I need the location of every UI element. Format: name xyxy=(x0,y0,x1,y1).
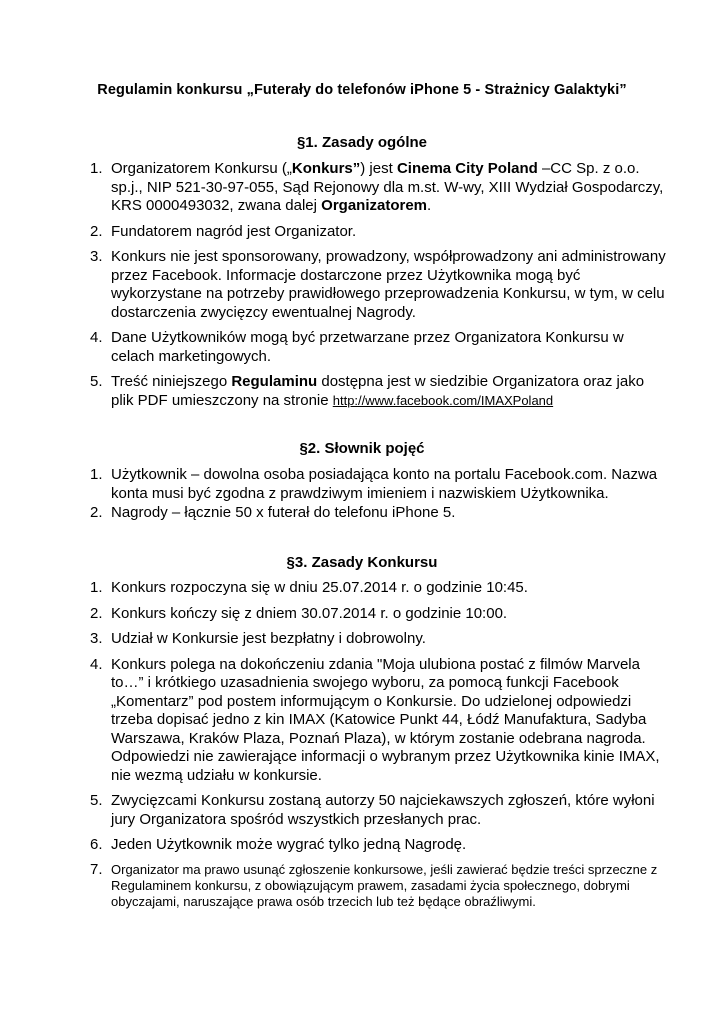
list-item: 2. Konkurs kończy się z dniem 30.07.2014 r. o godzinie 10:00. xyxy=(90,604,508,622)
section-3-heading: §3. Zasady Konkursu xyxy=(286,554,438,571)
list-item: 4. Dane Użytkowników mogą być przetwarzane przez Organizatora Konkursu w celach marketingowych. xyxy=(90,329,624,365)
list-item: 1. Organizatorem Konkursu („Konkurs”) jest Cinema City Poland –CC Sp. z o.o. sp.j., NIP 521-30-97-055, Sąd Rejonowy dla m.st. W-wy, XIII Wydział Gospodarczy, KRS 0000493032, zwana dalej Organizatorem. xyxy=(90,160,664,214)
list-item: 7. Organizator ma prawo usunąć zgłoszenie konkursowe, jeśli zawierać będzie treści sprzeczne z Regulaminem konkursu, z obowiązującym prawem, zasadami życia społecznego, dobrymi obyczajami, naruszające prawa osób trzecich lub też będące obraźliwymi. xyxy=(90,860,658,910)
section-1-list xyxy=(88,160,668,410)
list-item: 2. Nagrody – łącznie 50 x futerał do telefonu iPhone 5. xyxy=(90,504,456,521)
list-item: 5. Treść niniejszego Regulaminu dostępna jest w siedzibie Organizatora oraz jako plik PDF umieszczony na stronie http://www.facebook.com/IMAXPoland xyxy=(90,373,645,409)
section-3-list xyxy=(88,579,668,910)
list-item: 1. Konkurs rozpoczyna się w dniu 25.07.2014 r. o godzinie 10:45. xyxy=(90,579,528,596)
list-item: 2. Fundatorem nagród jest Organizator. xyxy=(90,222,357,240)
section-2-heading: §2. Słownik pojęć xyxy=(299,440,425,457)
list-item: 4. Konkurs polega na dokończeniu zdania "Moja ulubiona postać z filmów Marvela to…” i krótkiego uzasadnienia swojego wyboru, za pomocą funkcji Facebook „Komentarz” pod postem informującym o Konkursie. Do udzielonej odpowiedzi trzeba dopisać jedno z kin IMAX (Katowice Punkt 44, Łódź Manufaktura, Sadyba Warszawa, Kraków Plaza, Poznań Plaza), w którym zostanie odebrana nagroda. Odpowiedzi nie zawierające informacji o wybranym przez Użytkownika kinie IMAX, nie wezmą udziału w konkursie. xyxy=(90,655,660,784)
list-item: 3. Konkurs nie jest sponsorowany, prowadzony, współprowadzony ani administrowany przez Facebook. Informacje dostarczone przez Użytkownika mogą być wykorzystane na potrzeby prawidłowego przeprowadzenia Konkursu, w tym, w celu dostarczenia zwycięzcy ewentualnej Nagrody. xyxy=(90,248,666,321)
imax-facebook-link[interactable]: http://www.facebook.com/IMAXPoland xyxy=(332,392,554,408)
list-item: 3. Udział w Konkursie jest bezpłatny i dobrowolny. xyxy=(90,630,426,647)
list-item: 1. Użytkownik – dowolna osoba posiadająca konto na portalu Facebook.com. Nazwa konta musi być zgodna z prawdziwym imieniem i nazwiskiem Użytkownika. xyxy=(90,466,658,502)
section-2-list xyxy=(88,466,668,523)
document-title: Regulamin konkursu „Futerały do telefonów iPhone 5 - Strażnicy Galaktyki” xyxy=(97,82,627,98)
list-item: 6. Jeden Użytkownik może wygrać tylko jedną Nagrodę. xyxy=(90,836,467,853)
list-item: 5. Zwycięzcami Konkursu zostaną autorzy 50 najciekawszych zgłoszeń, które wyłoni jury Organizatora spośród wszystkich przesłanych prac. xyxy=(90,792,655,828)
section-1-heading: §1. Zasady ogólne xyxy=(296,134,428,151)
